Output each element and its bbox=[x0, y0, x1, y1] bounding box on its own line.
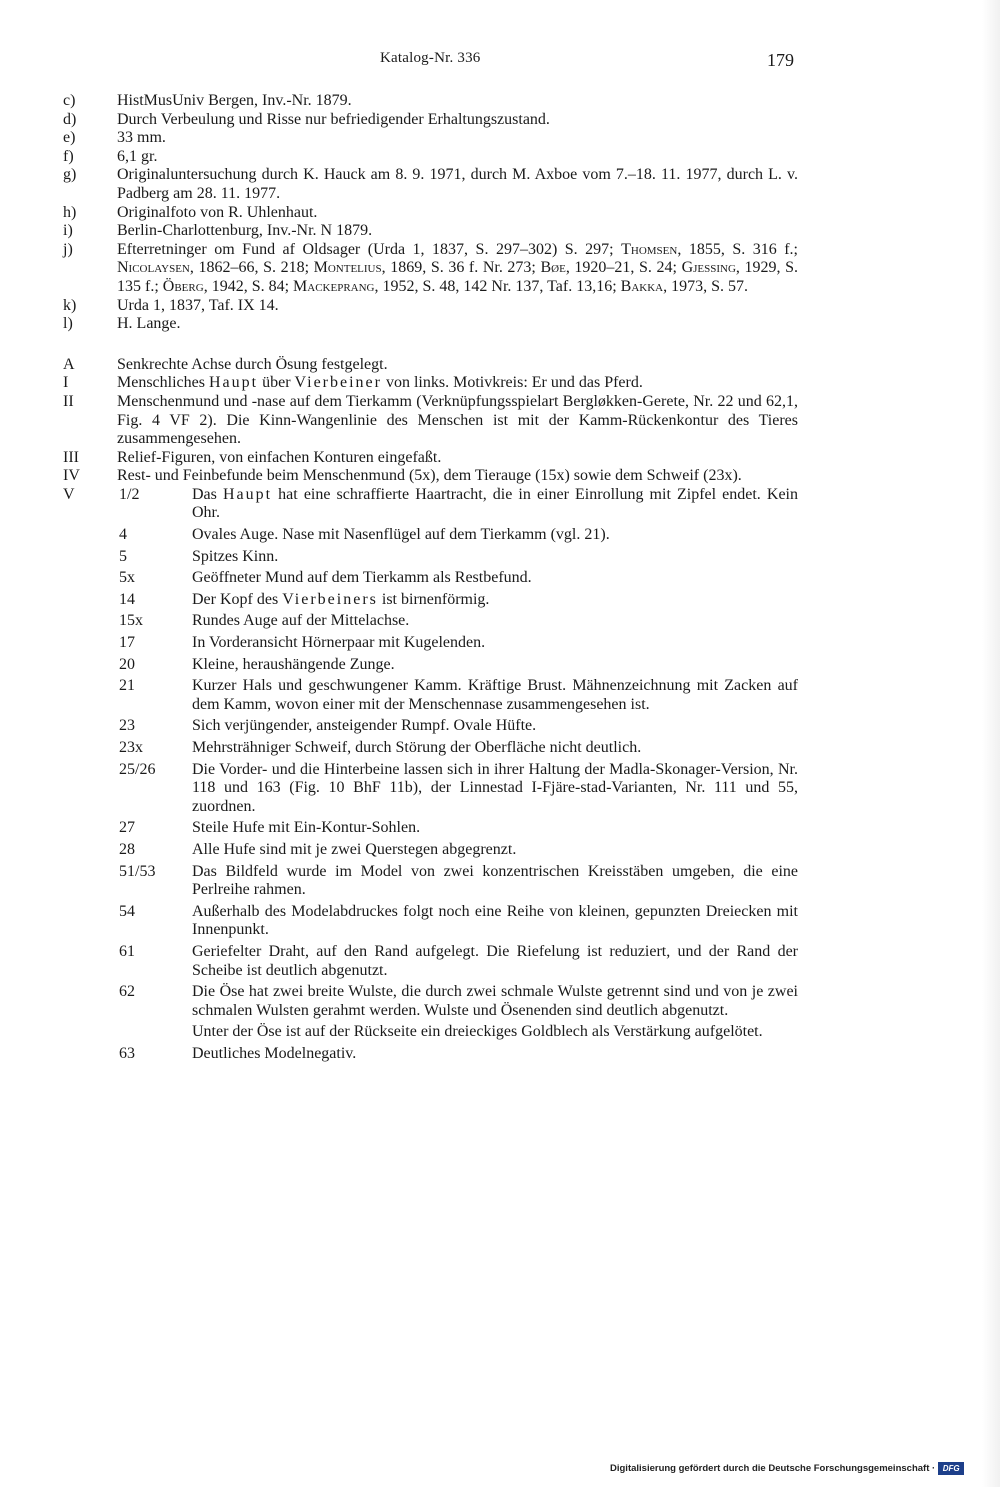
author-name: Mackeprang bbox=[293, 277, 375, 295]
detail-number: 5x bbox=[119, 569, 135, 587]
detail-text bbox=[192, 739, 798, 758]
metadata-key: l) bbox=[63, 315, 73, 333]
text-run: Steile Hufe mit Ein-Kontur-Sohlen. bbox=[192, 819, 421, 837]
detail-row bbox=[117, 526, 798, 545]
detail-row bbox=[117, 819, 798, 838]
description-row bbox=[63, 467, 798, 486]
page-number: 179 bbox=[767, 50, 794, 70]
description-text bbox=[117, 374, 798, 393]
text-run: , 1855, S. 316 f.; bbox=[677, 240, 799, 258]
metadata-row bbox=[63, 148, 798, 167]
description-text bbox=[117, 449, 798, 468]
detail-text bbox=[192, 569, 798, 588]
detail-text bbox=[192, 486, 798, 523]
metadata-row bbox=[63, 166, 798, 203]
text-run: Menschliches bbox=[117, 374, 209, 392]
metadata-row bbox=[63, 315, 798, 334]
detail-row bbox=[117, 903, 798, 940]
text-run: Rundes Auge auf der Mittelachse. bbox=[192, 612, 410, 630]
metadata-text: Originalfoto von R. Uhlenhaut. bbox=[117, 203, 318, 221]
author-name: Gjessing bbox=[681, 259, 736, 277]
page-body bbox=[63, 92, 798, 1067]
text-run: Unter der Öse ist auf der Rückseite ein dreieckiges Goldblech als Verstärkung aufgelötet. bbox=[192, 1023, 763, 1041]
description-key: A bbox=[63, 355, 75, 373]
detail-number: 21 bbox=[119, 677, 135, 695]
description-text bbox=[117, 356, 798, 375]
detail-row bbox=[117, 548, 798, 567]
detail-row bbox=[117, 1023, 798, 1042]
detail-text bbox=[192, 819, 798, 838]
detail-row bbox=[117, 983, 798, 1020]
metadata-text: 33 mm. bbox=[117, 129, 166, 147]
description-text bbox=[117, 393, 798, 449]
detail-number: 14 bbox=[119, 590, 135, 608]
detail-text bbox=[192, 1023, 798, 1042]
metadata-row bbox=[63, 204, 798, 223]
description-key: II bbox=[63, 392, 74, 410]
detail-list bbox=[117, 486, 798, 1067]
metadata-row bbox=[63, 111, 798, 130]
detail-text bbox=[192, 863, 798, 900]
detail-text bbox=[192, 903, 798, 940]
text-run: Kleine, heraushängende Zunge. bbox=[192, 655, 395, 673]
detail-number: 28 bbox=[119, 840, 135, 858]
description-key: III bbox=[63, 448, 79, 466]
detail-text bbox=[192, 591, 798, 610]
author-name: Bakka bbox=[620, 277, 664, 295]
metadata-key: f) bbox=[63, 147, 74, 165]
detail-number: 54 bbox=[119, 902, 135, 920]
detail-text bbox=[192, 1045, 798, 1064]
metadata-row bbox=[63, 241, 798, 297]
text-run: Das Bildfeld wurde im Model von zwei konzentrischen Kreisstäben umgeben, die eine Perlreihe rahmen. bbox=[192, 862, 798, 899]
metadata-text: Berlin-Charlottenburg, Inv.-Nr. N 1879. bbox=[117, 222, 373, 240]
detail-row bbox=[117, 863, 798, 900]
text-run: Außerhalb des Modelabdruckes folgt noch eine Reihe von kleinen, gepunzten Dreiecken mit Innenpunkt. bbox=[192, 902, 798, 939]
author-name: Thomsen bbox=[621, 240, 678, 258]
detail-row bbox=[117, 739, 798, 758]
running-head: Katalog-Nr. 336 bbox=[380, 50, 481, 66]
detail-row bbox=[117, 841, 798, 860]
text-run: hat eine schraffierte Haartracht, die in einer Einrollung mit Zipfel endet. Kein Ohr. bbox=[192, 485, 798, 522]
detail-number: 51/53 bbox=[119, 862, 156, 880]
metadata-key: c) bbox=[63, 92, 76, 109]
detail-number: 23 bbox=[119, 717, 135, 735]
text-run: Geöffneter Mund auf dem Tierkamm als Restbefund. bbox=[192, 569, 532, 587]
detail-number: 63 bbox=[119, 1044, 135, 1062]
text-run: Alle Hufe sind mit je zwei Querstegen abgegrenzt. bbox=[192, 840, 517, 858]
description-row bbox=[63, 393, 798, 449]
detail-text bbox=[192, 548, 798, 567]
text-run: Sich verjüngender, ansteigender Rumpf. Ovale Hüfte. bbox=[192, 717, 537, 735]
text-run: , 1869, S. 36 f. Nr. 273; bbox=[381, 259, 541, 277]
detail-text bbox=[192, 677, 798, 714]
spaced-term: Vierbeiner bbox=[294, 374, 382, 392]
detail-row bbox=[117, 591, 798, 610]
text-run: Ovales Auge. Nase mit Nasenflügel auf dem Tierkamm (vgl. 21). bbox=[192, 526, 610, 544]
detail-row bbox=[117, 943, 798, 980]
detail-number: 61 bbox=[119, 942, 135, 960]
spaced-term: Haupt bbox=[208, 374, 259, 392]
detail-text bbox=[192, 656, 798, 675]
text-run: Efterretninger om Fund af Oldsager (Urda 1, 1837, S. 297–302) S. 297; bbox=[117, 240, 622, 258]
metadata-text: 6,1 gr. bbox=[117, 147, 158, 165]
text-run: Mehrsträhniger Schweif, durch Störung der Oberfläche nicht deutlich. bbox=[192, 739, 642, 756]
text-run: Kurzer Hals und geschwungener Kamm. Kräftige Brust. Mähnenzeichnung mit Zacken auf dem Kamm, wovon einer mit der Menschennase zusammengesehen ist. bbox=[192, 677, 798, 713]
metadata-key: g) bbox=[63, 166, 77, 184]
metadata-row bbox=[63, 129, 798, 148]
footer-text: Digitalisierung gefördert durch die Deutsche Forschungsgemeinschaft · bbox=[610, 1463, 936, 1474]
metadata-key: e) bbox=[63, 129, 76, 147]
spaced-term: Vierbeiners bbox=[282, 590, 378, 608]
detail-number: 1/2 bbox=[119, 485, 140, 503]
text-run: , 1952, S. 48, 142 Nr. 137, Taf. 13,16; bbox=[374, 277, 621, 295]
detail-text bbox=[192, 841, 798, 860]
detail-row bbox=[117, 486, 798, 523]
author-name: Nicolaysen bbox=[117, 259, 190, 277]
text-run: , 1942, S. 84; bbox=[203, 277, 294, 295]
detail-number: 20 bbox=[119, 655, 135, 673]
metadata-row bbox=[63, 222, 798, 241]
spaced-term: Haupt bbox=[222, 485, 273, 503]
author-name: Öberg bbox=[162, 277, 204, 295]
description-list bbox=[63, 356, 798, 486]
detail-number: 17 bbox=[119, 634, 135, 652]
detail-row bbox=[117, 656, 798, 675]
detail-row bbox=[117, 761, 798, 817]
metadata-key: k) bbox=[63, 296, 77, 314]
detail-text bbox=[192, 612, 798, 631]
text-run: Der Kopf des bbox=[192, 590, 283, 608]
detail-section-key: V bbox=[63, 485, 75, 503]
text-run: Geriefelter Draht, auf den Rand aufgelegt. Die Riefelung ist reduziert, und der Rand der Scheibe ist deutlich abgenutzt. bbox=[192, 942, 798, 979]
text-run: Rest- und Feinbefunde beim Menschenmund (5x), dem Tierauge (15x) sowie dem Schweif (23x). bbox=[117, 467, 742, 485]
metadata-key: h) bbox=[63, 203, 77, 221]
text-run: von links. Motivkreis: Er und das Pferd. bbox=[381, 374, 643, 392]
dfg-logo: DFG bbox=[938, 1462, 964, 1475]
detail-section-v bbox=[63, 486, 798, 1067]
detail-number: 27 bbox=[119, 819, 135, 837]
detail-number: 25/26 bbox=[119, 760, 156, 778]
text-run: In Vorderansicht Hörnerpaar mit Kugelenden. bbox=[192, 634, 486, 652]
text-run: Die Öse hat zwei breite Wulste, die durch zwei schmale Wulste getrennt sind und von je zwei schmalen Wulsten gerahmt werden. Wulste und Ösenenden sind deutlich abgenutzt. bbox=[192, 983, 798, 1019]
detail-number: 15x bbox=[119, 612, 143, 630]
text-run: , 1862–66, S. 218; bbox=[189, 259, 314, 277]
text-run: Relief-Figuren, von einfachen Konturen eingefaßt. bbox=[117, 448, 442, 466]
text-run: , 1973, S. 57. bbox=[663, 277, 748, 295]
detail-row bbox=[117, 1045, 798, 1064]
detail-row bbox=[117, 634, 798, 653]
metadata-row bbox=[63, 297, 798, 316]
description-row bbox=[63, 449, 798, 468]
metadata-text bbox=[117, 241, 798, 297]
description-key: I bbox=[63, 374, 69, 392]
digitization-footer bbox=[610, 1462, 964, 1475]
description-text bbox=[117, 467, 798, 486]
detail-text bbox=[192, 634, 798, 653]
text-run: Menschenmund und -nase auf dem Tierkamm (Verknüpfungsspielart Bergløkken-Gerete, Nr. 22 und 62,1, Fig. 4 VF 2). Die Kinn-Wangenlinie des Menschen ist mit der Kamm-Rückenkontur des Tieres zusammengesehen. bbox=[117, 392, 798, 448]
detail-number: 62 bbox=[119, 983, 135, 1001]
detail-row bbox=[117, 677, 798, 714]
text-run: Das bbox=[192, 485, 223, 503]
text-run: über bbox=[258, 374, 295, 392]
detail-text bbox=[192, 717, 798, 736]
section-gap bbox=[63, 334, 798, 356]
description-key: IV bbox=[63, 467, 80, 485]
text-run: Die Vorder- und die Hinterbeine lassen sich in ihrer Haltung der Madla-Skonager-Version, Nr. 118 und 163 (Fig. 10 BhF 11b), der Linnestad I-Fjäre-stad-Varianten, Nr. 111 und 55, zuordnen. bbox=[192, 760, 798, 815]
text-run: Deutliches Modelnegativ. bbox=[192, 1044, 357, 1062]
author-name: Bøe bbox=[540, 259, 566, 277]
detail-text bbox=[192, 943, 798, 980]
detail-row bbox=[117, 612, 798, 631]
metadata-list bbox=[63, 92, 798, 334]
detail-text bbox=[192, 526, 798, 545]
detail-row bbox=[117, 569, 798, 588]
metadata-row bbox=[63, 92, 798, 111]
text-run: Spitzes Kinn. bbox=[192, 547, 279, 565]
text-run: , 1920–21, S. 24; bbox=[565, 259, 682, 277]
description-row bbox=[63, 374, 798, 393]
author-name: Montelius bbox=[313, 259, 382, 277]
description-row bbox=[63, 356, 798, 375]
metadata-text: Durch Verbeulung und Risse nur befriedigender Erhaltungszustand. bbox=[117, 110, 550, 128]
detail-number: 23x bbox=[119, 739, 143, 756]
detail-number: 5 bbox=[119, 547, 127, 565]
detail-number: 4 bbox=[119, 526, 127, 544]
detail-text bbox=[192, 761, 798, 817]
metadata-key: i) bbox=[63, 222, 73, 240]
metadata-text: HistMusUniv Bergen, Inv.-Nr. 1879. bbox=[117, 92, 352, 109]
metadata-text: Originaluntersuchung durch K. Hauck am 8. 9. 1971, durch M. Axboe vom 7.–18. 11. 1977, durch L. v. Padberg am 28. 11. 1977. bbox=[117, 166, 798, 202]
text-run: , 1929, S. 135 f.; bbox=[117, 259, 798, 295]
detail-text bbox=[192, 983, 798, 1020]
metadata-key: d) bbox=[63, 110, 77, 128]
metadata-text: Urda 1, 1837, Taf. IX 14. bbox=[117, 296, 279, 314]
metadata-text: H. Lange. bbox=[117, 315, 181, 333]
detail-row bbox=[117, 717, 798, 736]
text-run: Senkrechte Achse durch Ösung festgelegt. bbox=[117, 355, 388, 373]
metadata-key: j) bbox=[63, 240, 73, 258]
text-run: ist birnenförmig. bbox=[377, 590, 490, 608]
scan-edge-shadow bbox=[982, 0, 1000, 1487]
